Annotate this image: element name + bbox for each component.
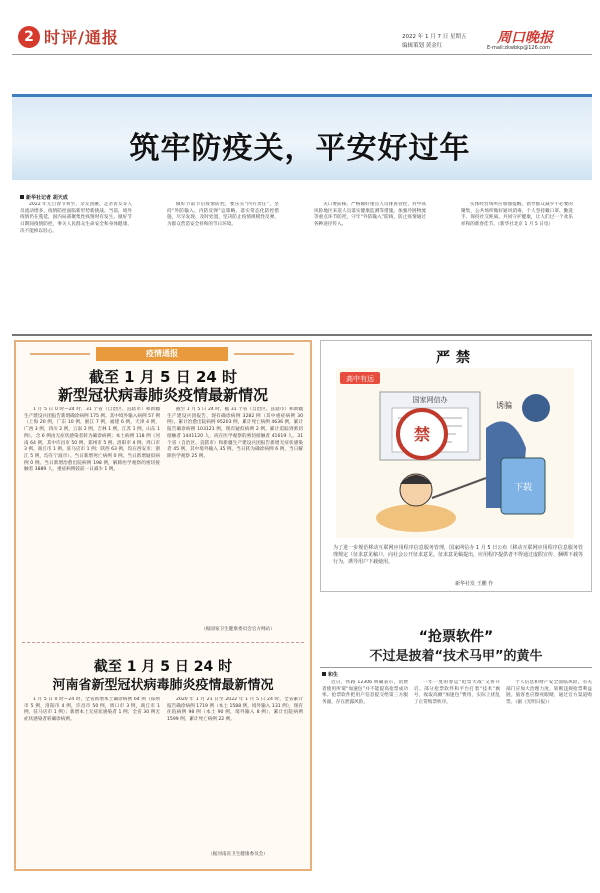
- section-title: 时评/通报: [44, 28, 119, 47]
- commentary-title-line2: 不过是披着“技术马甲”的黄牛: [369, 649, 543, 664]
- notice-title-line1: 截至 1 月 5 日 24 时: [88, 368, 238, 386]
- henan-title-line2: 河南省新型冠状病毒肺炎疫情最新情况: [52, 678, 274, 693]
- commentary-divider: [320, 667, 592, 668]
- page-editor: 编辑策划 黄金红: [402, 43, 443, 49]
- editorial-column-3: 关口要前移。严格做好重点人员排查管控，对中高风险地区来返人员落实健康监测等措施。加强冷链物流等重点环节防控，守牢“外防输入”防线，防止疫情通过各种途径传入。: [314, 202, 426, 228]
- commentary-title-line1: “抢票软件”: [418, 629, 494, 645]
- henan-column-2: 2020 年 1 月 21 日至 2022 年 1 月 5 日 24 时，全省累计报告确诊病例 1719 例（本土 1588 例，境外输入 131 例），现有住院病例 98 例（本土 90 例，境外输入 8 例），累计出院病例 1599 例，累计死亡病例 22 例。: [167, 697, 303, 723]
- notice-source: （据国家卫生健康委员会官方网站）: [201, 627, 275, 632]
- editorial-author: 新华社记者 胡天成: [20, 194, 68, 201]
- lure-label: 诱骗: [496, 401, 512, 410]
- editorial-column-2: 做好节前节后疫情防控，要压实“四方责任”，坚持“外防输入、内防反弹”总策略，落实常态化防控措施，尽早发现、及时处置，坚决防止疫情规模性反弹，为群众营造安全祥和的节日环境。: [167, 202, 279, 228]
- issue-date: 2022 年 1 月 7 日 星期五: [402, 34, 467, 40]
- notice-divider: [22, 642, 304, 643]
- henan-source: （据河南省卫生健康委员会）: [208, 852, 268, 857]
- cartoon-tag: 高中有远: [346, 375, 374, 383]
- newspaper-logo: 周口晚报: [497, 30, 553, 46]
- commentary-column-2: 一年一度的春运“抢票大战”又将开启。部分抢票软件和平台打着“技术”旗号，收取高额“加速包”费用，实际上扰乱了正常购票秩序。: [414, 680, 500, 706]
- henan-column-1: 1 月 5 日 0 时—24 时，全省新增本土确诊病例 64 例（郑州市 5 例，洛阳市 4 例，许昌市 50 例，周口市 3 例，商丘市 1 例，驻马店市 1 例）；新增本土无症状感染者 1 例；全省 30 例无症状感染者转确诊病例。: [24, 697, 160, 723]
- cartoon-illustration: [336, 368, 574, 538]
- cartoon-caption: 为了进一步规范移动互联网应用程序信息服务管理，国家网信办 1 月 5 日公布《移动互联网应用程序信息服务管理规定（征求意见稿）》，向社会公开征求意见。征求意见稿提出，应用程序提供者不得通过虚假宣传、捆绑下载等行为，诱导用户下载使用。: [333, 545, 584, 565]
- section-divider: [12, 334, 592, 336]
- header-rule: [12, 54, 592, 55]
- editorial-title: 筑牢防疫关，平安好过年: [129, 131, 471, 166]
- notice-column-1: 1 月 5 日 0 时—24 时，31 个省（自治区、直辖市）和新疆生产建设兵团报告新增确诊病例 175 例。其中境外输入病例 57 例（上海 20 例，广东 10 例，浙江 7 例，福建 6 例，天津 4 例，广西 3 例，四川 2 例，云南 2 例，吉林 1 例，江苏 1 例，山东 1 例），含 6 例由无症状感染者转为确诊病例；本土病例 118 例（河南 64 例，其中许昌市 50 例、郑州市 5 例、洛阳市 4 例、周口市 3 例、商丘市 1 例、驻马店市 1 例；陕西 63 例，均在西安市；浙江 5 例，均在宁波市）。当日新增死亡病例 0 例。当日新增疑似病例 0 例。当日新增治愈出院病例 198 例，解除医学观察的密切接触者 3889 人，重症病例较前一日减少 1 例。: [24, 407, 160, 473]
- notice-title-line2: 新型冠状病毒肺炎疫情最新情况: [57, 386, 268, 404]
- editorial-column-4: 实体经营场所应加强提醒，倡导群众减少不必要的聚集，公共场所做好通风消毒，个人坚持戴口罩、勤洗手、保持社交距离。共同守护健康，让人们过一个欢乐祥和的新春佳节。（新华社北京 1 月 5 日电）: [461, 202, 573, 228]
- poster-header: 国家网信办: [412, 396, 448, 404]
- contact-email: E-mail:zkwbkp@126.com: [487, 45, 551, 51]
- notice-column-2: 截至 1 月 5 日 24 时，据 31 个省（自治区、直辖市）和新疆生产建设兵团报告，现有确诊病例 3282 例（其中重症病例 30 例），累计治愈出院病例 95203 例，累计死亡病例 4636 例，累计报告确诊病例 103121 例，现有疑似病例 2 例。累计追踪到密切接触者 1441120 人，尚在医学观察的密切接触者 41619 人。31 个省（自治区、直辖市）和新疆生产建设兵团报告新增无症状感染者 45 例，其中境外输入 35 例。当日转为确诊病例 6 例，当日解除医学观察 25 例。: [167, 407, 303, 459]
- commentary-column-3: 个人信息和财产安全面临风险。有关部门应加大治理力度，斩断违规抢票利益链。旅客也应擦亮眼睛，通过官方渠道购票。（据《光明日报》）: [506, 680, 592, 706]
- commentary-author: 和生: [322, 671, 338, 678]
- person-figure: [376, 504, 456, 532]
- editorial-column-1: 2022 年元旦春节将至，亲友团聚、走亲访友等人员流动增多，疫情防控面临新形势新挑战。当前，境外疫情仍在蔓延，国内局部聚集性疫情时有发生。做好节日期间疫情防控，事关人民群众生命安全和身体健康，决不能掉以轻心。: [20, 202, 132, 234]
- commentary-column-1: 近日，铁路 12306 明确表示，消费者使用所谓“加速包”并不能提高抢票成功率。抢票软件把用户信息提交给第三方服务器，存在泄露风险。: [322, 680, 408, 706]
- page-number-badge: 2: [18, 26, 40, 48]
- download-label: 下载: [513, 483, 533, 493]
- ban-character: 禁: [413, 425, 431, 444]
- notice-banner: 疫情通报: [96, 347, 228, 361]
- cartoon-title: 严禁: [436, 350, 476, 366]
- henan-title-line1: 截至 1 月 5 日 24 时: [93, 659, 233, 675]
- cartoon-credit: 新华社发 王鹏 作: [455, 581, 494, 587]
